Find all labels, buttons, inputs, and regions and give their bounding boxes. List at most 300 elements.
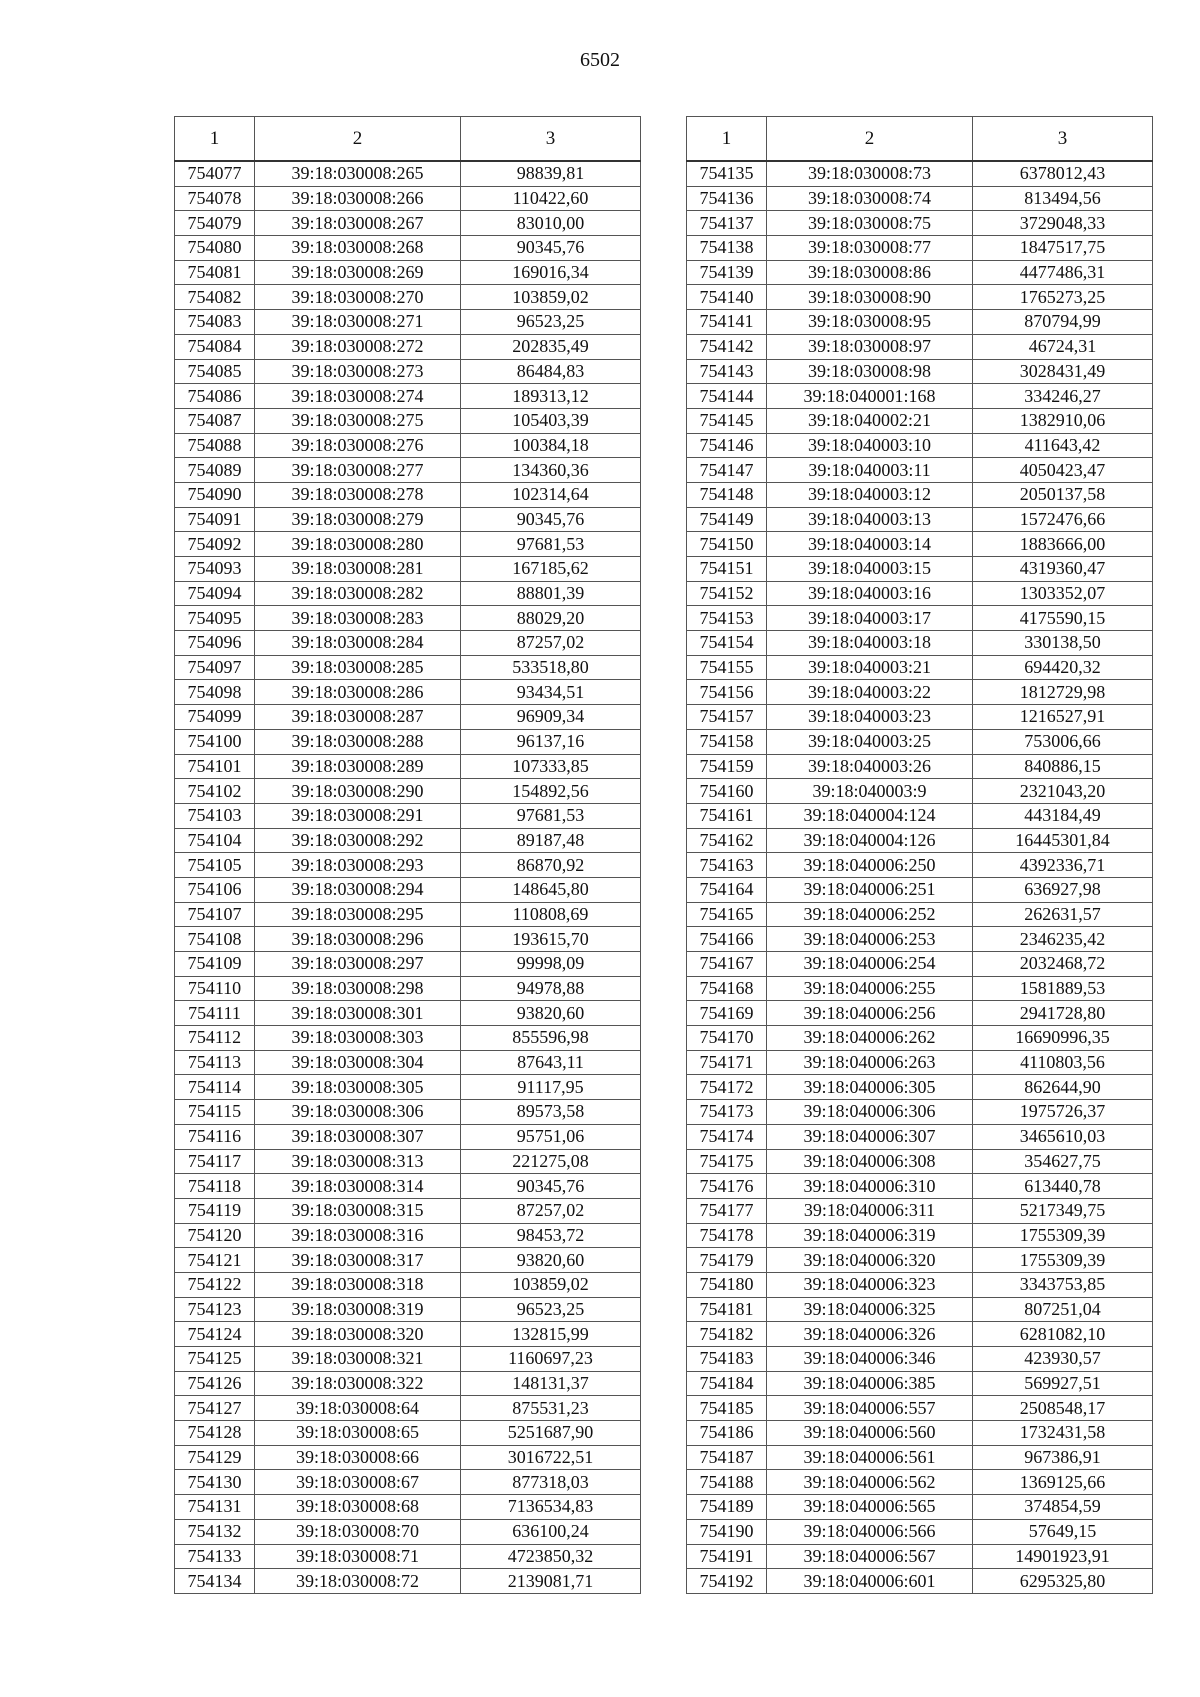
cadastral-number-cell: 39:18:030008:319 xyxy=(255,1297,461,1322)
cadastral-number-cell: 39:18:040006:310 xyxy=(767,1174,973,1199)
cadastral-number-cell: 39:18:040003:22 xyxy=(767,680,973,705)
value-cell: 862644,90 xyxy=(973,1075,1153,1100)
cadastral-number-cell: 39:18:030008:274 xyxy=(255,384,461,409)
value-cell: 193615,70 xyxy=(461,927,641,952)
row-number-cell: 754089 xyxy=(175,458,255,483)
table-row xyxy=(175,1001,641,1026)
row-number-cell: 754171 xyxy=(687,1050,767,1075)
cadastral-number-cell: 39:18:030008:86 xyxy=(767,260,973,285)
table-row xyxy=(687,902,1153,927)
cadastral-number-cell: 39:18:030008:97 xyxy=(767,334,973,359)
table-row xyxy=(687,1223,1153,1248)
table-row xyxy=(687,359,1153,384)
table-row xyxy=(687,1001,1153,1026)
cadastral-number-cell: 39:18:040003:21 xyxy=(767,655,973,680)
row-number-cell: 754096 xyxy=(175,631,255,656)
cadastral-number-cell: 39:18:030008:65 xyxy=(255,1421,461,1446)
row-number-cell: 754098 xyxy=(175,680,255,705)
row-number-cell: 754101 xyxy=(175,754,255,779)
row-number-cell: 754108 xyxy=(175,927,255,952)
cadastral-number-cell: 39:18:040003:15 xyxy=(767,557,973,582)
row-number-cell: 754192 xyxy=(687,1569,767,1594)
table-row xyxy=(175,754,641,779)
table-row xyxy=(687,1124,1153,1149)
cadastral-number-cell: 39:18:040006:566 xyxy=(767,1519,973,1544)
row-number-cell: 754107 xyxy=(175,902,255,927)
table-row xyxy=(687,1297,1153,1322)
table-row xyxy=(175,1445,641,1470)
value-cell: 132815,99 xyxy=(461,1322,641,1347)
value-cell: 1581889,53 xyxy=(973,976,1153,1001)
row-number-cell: 754167 xyxy=(687,952,767,977)
row-number-cell: 754105 xyxy=(175,853,255,878)
cadastral-number-cell: 39:18:030008:71 xyxy=(255,1544,461,1569)
row-number-cell: 754114 xyxy=(175,1075,255,1100)
cadastral-number-cell: 39:18:030008:320 xyxy=(255,1322,461,1347)
row-number-cell: 754176 xyxy=(687,1174,767,1199)
value-cell: 14901923,91 xyxy=(973,1544,1153,1569)
table-row xyxy=(175,1198,641,1223)
row-number-cell: 754140 xyxy=(687,285,767,310)
table-row xyxy=(175,952,641,977)
row-number-cell: 754084 xyxy=(175,334,255,359)
table-row xyxy=(687,1421,1153,1446)
table-row xyxy=(175,655,641,680)
row-number-cell: 754161 xyxy=(687,803,767,828)
cadastral-number-cell: 39:18:040003:23 xyxy=(767,705,973,730)
cadastral-number-cell: 39:18:040006:311 xyxy=(767,1198,973,1223)
cadastral-number-cell: 39:18:040006:560 xyxy=(767,1421,973,1446)
cadastral-number-cell: 39:18:030008:66 xyxy=(255,1445,461,1470)
row-number-cell: 754127 xyxy=(175,1396,255,1421)
cadastral-number-cell: 39:18:040006:306 xyxy=(767,1100,973,1125)
row-number-cell: 754186 xyxy=(687,1421,767,1446)
table-row xyxy=(687,1445,1153,1470)
value-cell: 88029,20 xyxy=(461,606,641,631)
cadastral-number-cell: 39:18:030008:317 xyxy=(255,1248,461,1273)
table-row xyxy=(687,1569,1153,1594)
table-row xyxy=(175,285,641,310)
row-number-cell: 754137 xyxy=(687,211,767,236)
table-row xyxy=(687,729,1153,754)
table-row xyxy=(175,1322,641,1347)
cadastral-number-cell: 39:18:040003:12 xyxy=(767,482,973,507)
row-number-cell: 754159 xyxy=(687,754,767,779)
table-row xyxy=(687,285,1153,310)
table-row xyxy=(687,779,1153,804)
row-number-cell: 754177 xyxy=(687,1198,767,1223)
value-cell: 6295325,80 xyxy=(973,1569,1153,1594)
row-number-cell: 754078 xyxy=(175,186,255,211)
row-number-cell: 754147 xyxy=(687,458,767,483)
cadastral-number-cell: 39:18:030008:313 xyxy=(255,1149,461,1174)
value-cell: 98453,72 xyxy=(461,1223,641,1248)
cadastral-number-cell: 39:18:040006:565 xyxy=(767,1495,973,1520)
table-row xyxy=(687,1149,1153,1174)
table-row xyxy=(687,1470,1153,1495)
row-number-cell: 754183 xyxy=(687,1347,767,1372)
cadastral-number-cell: 39:18:040004:126 xyxy=(767,828,973,853)
value-cell: 840886,15 xyxy=(973,754,1153,779)
cadastral-number-cell: 39:18:040006:323 xyxy=(767,1272,973,1297)
column-header-1: 1 xyxy=(175,117,255,162)
row-number-cell: 754145 xyxy=(687,408,767,433)
table-row xyxy=(687,976,1153,1001)
value-cell: 93434,51 xyxy=(461,680,641,705)
row-number-cell: 754149 xyxy=(687,507,767,532)
value-cell: 110422,60 xyxy=(461,186,641,211)
cadastral-number-cell: 39:18:040002:21 xyxy=(767,408,973,433)
cadastral-number-cell: 39:18:030008:282 xyxy=(255,581,461,606)
row-number-cell: 754115 xyxy=(175,1100,255,1125)
value-cell: 90345,76 xyxy=(461,507,641,532)
cadastral-number-cell: 39:18:030008:286 xyxy=(255,680,461,705)
row-number-cell: 754111 xyxy=(175,1001,255,1026)
table-row xyxy=(175,680,641,705)
table-row xyxy=(175,729,641,754)
cadastral-number-cell: 39:18:040006:256 xyxy=(767,1001,973,1026)
value-cell: 5251687,90 xyxy=(461,1421,641,1446)
value-cell: 423930,57 xyxy=(973,1347,1153,1372)
table-row xyxy=(687,1248,1153,1273)
row-number-cell: 754189 xyxy=(687,1495,767,1520)
table-row xyxy=(175,1371,641,1396)
row-number-cell: 754190 xyxy=(687,1519,767,1544)
table-row xyxy=(175,236,641,261)
table-row xyxy=(175,359,641,384)
table-row xyxy=(687,260,1153,285)
row-number-cell: 754164 xyxy=(687,877,767,902)
cadastral-number-cell: 39:18:040003:18 xyxy=(767,631,973,656)
value-cell: 374854,59 xyxy=(973,1495,1153,1520)
row-number-cell: 754093 xyxy=(175,557,255,582)
row-number-cell: 754146 xyxy=(687,433,767,458)
row-number-cell: 754156 xyxy=(687,680,767,705)
value-cell: 90345,76 xyxy=(461,1174,641,1199)
row-number-cell: 754179 xyxy=(687,1248,767,1273)
table-row xyxy=(687,408,1153,433)
cadastral-number-cell: 39:18:030008:276 xyxy=(255,433,461,458)
column-header-2: 2 xyxy=(767,117,973,162)
row-number-cell: 754185 xyxy=(687,1396,767,1421)
table-row xyxy=(687,384,1153,409)
value-cell: 107333,85 xyxy=(461,754,641,779)
row-number-cell: 754131 xyxy=(175,1495,255,1520)
table-row xyxy=(175,631,641,656)
cadastral-number-cell: 39:18:040006:567 xyxy=(767,1544,973,1569)
table-row xyxy=(175,557,641,582)
table-row xyxy=(175,581,641,606)
value-cell: 100384,18 xyxy=(461,433,641,458)
value-cell: 88801,39 xyxy=(461,581,641,606)
table-row xyxy=(175,482,641,507)
cadastral-number-cell: 39:18:040006:385 xyxy=(767,1371,973,1396)
cadastral-number-cell: 39:18:030008:288 xyxy=(255,729,461,754)
value-cell: 96909,34 xyxy=(461,705,641,730)
table-row xyxy=(687,1174,1153,1199)
cadastral-number-cell: 39:18:030008:266 xyxy=(255,186,461,211)
cadastral-number-cell: 39:18:030008:72 xyxy=(255,1569,461,1594)
cadastral-number-cell: 39:18:030008:98 xyxy=(767,359,973,384)
table-row xyxy=(175,310,641,335)
value-cell: 2321043,20 xyxy=(973,779,1153,804)
value-cell: 967386,91 xyxy=(973,1445,1153,1470)
table-row xyxy=(175,334,641,359)
value-cell: 870794,99 xyxy=(973,310,1153,335)
row-number-cell: 754143 xyxy=(687,359,767,384)
cadastral-number-cell: 39:18:030008:322 xyxy=(255,1371,461,1396)
table-row xyxy=(687,1396,1153,1421)
cadastral-number-cell: 39:18:030008:285 xyxy=(255,655,461,680)
cadastral-number-cell: 39:18:040003:14 xyxy=(767,532,973,557)
data-table-left xyxy=(174,116,641,1594)
value-cell: 93820,60 xyxy=(461,1248,641,1273)
value-cell: 1765273,25 xyxy=(973,285,1153,310)
column-header-3: 3 xyxy=(461,117,641,162)
cadastral-number-cell: 39:18:030008:280 xyxy=(255,532,461,557)
row-number-cell: 754182 xyxy=(687,1322,767,1347)
cadastral-number-cell: 39:18:030008:305 xyxy=(255,1075,461,1100)
table-row xyxy=(175,1050,641,1075)
table-row xyxy=(687,1050,1153,1075)
cadastral-number-cell: 39:18:040001:168 xyxy=(767,384,973,409)
row-number-cell: 754121 xyxy=(175,1248,255,1273)
table-row xyxy=(687,606,1153,631)
cadastral-number-cell: 39:18:040006:253 xyxy=(767,927,973,952)
value-cell: 4319360,47 xyxy=(973,557,1153,582)
value-cell: 83010,00 xyxy=(461,211,641,236)
value-cell: 443184,49 xyxy=(973,803,1153,828)
row-number-cell: 754133 xyxy=(175,1544,255,1569)
row-number-cell: 754163 xyxy=(687,853,767,878)
cadastral-number-cell: 39:18:040006:262 xyxy=(767,1026,973,1051)
value-cell: 636100,24 xyxy=(461,1519,641,1544)
row-number-cell: 754178 xyxy=(687,1223,767,1248)
value-cell: 855596,98 xyxy=(461,1026,641,1051)
table-row xyxy=(687,1544,1153,1569)
cadastral-number-cell: 39:18:030008:265 xyxy=(255,161,461,186)
table-row xyxy=(687,1075,1153,1100)
cadastral-number-cell: 39:18:040006:325 xyxy=(767,1297,973,1322)
row-number-cell: 754173 xyxy=(687,1100,767,1125)
table-row xyxy=(687,186,1153,211)
value-cell: 89187,48 xyxy=(461,828,641,853)
cadastral-number-cell: 39:18:030008:296 xyxy=(255,927,461,952)
value-cell: 3465610,03 xyxy=(973,1124,1153,1149)
value-cell: 169016,34 xyxy=(461,260,641,285)
cadastral-number-cell: 39:18:030008:270 xyxy=(255,285,461,310)
cadastral-number-cell: 39:18:030008:306 xyxy=(255,1100,461,1125)
value-cell: 1303352,07 xyxy=(973,581,1153,606)
cadastral-number-cell: 39:18:030008:73 xyxy=(767,161,973,186)
cadastral-number-cell: 39:18:030008:321 xyxy=(255,1347,461,1372)
cadastral-number-cell: 39:18:040006:255 xyxy=(767,976,973,1001)
table-header-row xyxy=(175,117,641,162)
row-number-cell: 754158 xyxy=(687,729,767,754)
cadastral-number-cell: 39:18:040006:307 xyxy=(767,1124,973,1149)
table-row xyxy=(175,458,641,483)
cadastral-number-cell: 39:18:030008:290 xyxy=(255,779,461,804)
table-row xyxy=(687,1100,1153,1125)
table-row xyxy=(687,1272,1153,1297)
row-number-cell: 754099 xyxy=(175,705,255,730)
value-cell: 2941728,80 xyxy=(973,1001,1153,1026)
value-cell: 1382910,06 xyxy=(973,408,1153,433)
value-cell: 98839,81 xyxy=(461,161,641,186)
value-cell: 189313,12 xyxy=(461,384,641,409)
cadastral-number-cell: 39:18:030008:68 xyxy=(255,1495,461,1520)
value-cell: 1160697,23 xyxy=(461,1347,641,1372)
table-row xyxy=(175,1396,641,1421)
table-row xyxy=(687,828,1153,853)
value-cell: 3729048,33 xyxy=(973,211,1153,236)
cadastral-number-cell: 39:18:030008:284 xyxy=(255,631,461,656)
row-number-cell: 754130 xyxy=(175,1470,255,1495)
table-row xyxy=(175,1470,641,1495)
value-cell: 134360,36 xyxy=(461,458,641,483)
value-cell: 533518,80 xyxy=(461,655,641,680)
value-cell: 6281082,10 xyxy=(973,1322,1153,1347)
value-cell: 4175590,15 xyxy=(973,606,1153,631)
value-cell: 2050137,58 xyxy=(973,482,1153,507)
row-number-cell: 754155 xyxy=(687,655,767,680)
row-number-cell: 754103 xyxy=(175,803,255,828)
row-number-cell: 754132 xyxy=(175,1519,255,1544)
table-row xyxy=(687,334,1153,359)
cadastral-number-cell: 39:18:030008:90 xyxy=(767,285,973,310)
value-cell: 1812729,98 xyxy=(973,680,1153,705)
value-cell: 6378012,43 xyxy=(973,161,1153,186)
table-row xyxy=(175,507,641,532)
value-cell: 148645,80 xyxy=(461,877,641,902)
row-number-cell: 754097 xyxy=(175,655,255,680)
row-number-cell: 754124 xyxy=(175,1322,255,1347)
table-row xyxy=(175,976,641,1001)
value-cell: 1732431,58 xyxy=(973,1421,1153,1446)
table-row xyxy=(687,532,1153,557)
value-cell: 167185,62 xyxy=(461,557,641,582)
value-cell: 1369125,66 xyxy=(973,1470,1153,1495)
table-body-right xyxy=(687,161,1153,1593)
row-number-cell: 754148 xyxy=(687,482,767,507)
row-number-cell: 754106 xyxy=(175,877,255,902)
table-row xyxy=(687,458,1153,483)
row-number-cell: 754154 xyxy=(687,631,767,656)
row-number-cell: 754104 xyxy=(175,828,255,853)
value-cell: 46724,31 xyxy=(973,334,1153,359)
cadastral-number-cell: 39:18:030008:316 xyxy=(255,1223,461,1248)
row-number-cell: 754166 xyxy=(687,927,767,952)
table-row xyxy=(175,779,641,804)
row-number-cell: 754144 xyxy=(687,384,767,409)
table-row xyxy=(687,161,1153,186)
row-number-cell: 754080 xyxy=(175,236,255,261)
table-row xyxy=(175,1100,641,1125)
row-number-cell: 754120 xyxy=(175,1223,255,1248)
row-number-cell: 754090 xyxy=(175,482,255,507)
value-cell: 2032468,72 xyxy=(973,952,1153,977)
value-cell: 202835,49 xyxy=(461,334,641,359)
value-cell: 613440,78 xyxy=(973,1174,1153,1199)
row-number-cell: 754128 xyxy=(175,1421,255,1446)
row-number-cell: 754100 xyxy=(175,729,255,754)
column-header-2: 2 xyxy=(255,117,461,162)
row-number-cell: 754168 xyxy=(687,976,767,1001)
value-cell: 105403,39 xyxy=(461,408,641,433)
table-row xyxy=(175,1026,641,1051)
cadastral-number-cell: 39:18:040003:16 xyxy=(767,581,973,606)
cadastral-number-cell: 39:18:030008:271 xyxy=(255,310,461,335)
cadastral-number-cell: 39:18:040006:557 xyxy=(767,1396,973,1421)
column-header-3: 3 xyxy=(973,117,1153,162)
value-cell: 2346235,42 xyxy=(973,927,1153,952)
table-row xyxy=(175,1149,641,1174)
value-cell: 96523,25 xyxy=(461,1297,641,1322)
row-number-cell: 754083 xyxy=(175,310,255,335)
row-number-cell: 754095 xyxy=(175,606,255,631)
cadastral-number-cell: 39:18:040006:562 xyxy=(767,1470,973,1495)
row-number-cell: 754184 xyxy=(687,1371,767,1396)
value-cell: 330138,50 xyxy=(973,631,1153,656)
cadastral-number-cell: 39:18:030008:318 xyxy=(255,1272,461,1297)
value-cell: 636927,98 xyxy=(973,877,1153,902)
table-row xyxy=(687,1495,1153,1520)
cadastral-number-cell: 39:18:030008:70 xyxy=(255,1519,461,1544)
table-row xyxy=(175,1519,641,1544)
row-number-cell: 754162 xyxy=(687,828,767,853)
row-number-cell: 754118 xyxy=(175,1174,255,1199)
row-number-cell: 754110 xyxy=(175,976,255,1001)
cadastral-number-cell: 39:18:030008:314 xyxy=(255,1174,461,1199)
cadastral-number-cell: 39:18:030008:293 xyxy=(255,853,461,878)
cadastral-number-cell: 39:18:030008:64 xyxy=(255,1396,461,1421)
value-cell: 334246,27 xyxy=(973,384,1153,409)
cadastral-number-cell: 39:18:030008:281 xyxy=(255,557,461,582)
cadastral-number-cell: 39:18:030008:298 xyxy=(255,976,461,1001)
table-row xyxy=(687,557,1153,582)
row-number-cell: 754113 xyxy=(175,1050,255,1075)
value-cell: 86484,83 xyxy=(461,359,641,384)
value-cell: 4110803,56 xyxy=(973,1050,1153,1075)
row-number-cell: 754081 xyxy=(175,260,255,285)
value-cell: 4050423,47 xyxy=(973,458,1153,483)
row-number-cell: 754126 xyxy=(175,1371,255,1396)
row-number-cell: 754150 xyxy=(687,532,767,557)
cadastral-number-cell: 39:18:030008:304 xyxy=(255,1050,461,1075)
page-number: 6502 xyxy=(580,49,620,71)
cadastral-number-cell: 39:18:030008:277 xyxy=(255,458,461,483)
cadastral-number-cell: 39:18:040006:251 xyxy=(767,877,973,902)
cadastral-number-cell: 39:18:040003:26 xyxy=(767,754,973,779)
value-cell: 4723850,32 xyxy=(461,1544,641,1569)
row-number-cell: 754152 xyxy=(687,581,767,606)
value-cell: 103859,02 xyxy=(461,1272,641,1297)
value-cell: 1975726,37 xyxy=(973,1100,1153,1125)
value-cell: 807251,04 xyxy=(973,1297,1153,1322)
table-row xyxy=(687,1519,1153,1544)
row-number-cell: 754172 xyxy=(687,1075,767,1100)
row-number-cell: 754181 xyxy=(687,1297,767,1322)
row-number-cell: 754139 xyxy=(687,260,767,285)
table-row xyxy=(687,853,1153,878)
table-row xyxy=(175,433,641,458)
cadastral-number-cell: 39:18:040003:17 xyxy=(767,606,973,631)
value-cell: 877318,03 xyxy=(461,1470,641,1495)
table-row xyxy=(175,1223,641,1248)
cadastral-number-cell: 39:18:030008:283 xyxy=(255,606,461,631)
table-row xyxy=(687,507,1153,532)
cadastral-number-cell: 39:18:030008:297 xyxy=(255,952,461,977)
